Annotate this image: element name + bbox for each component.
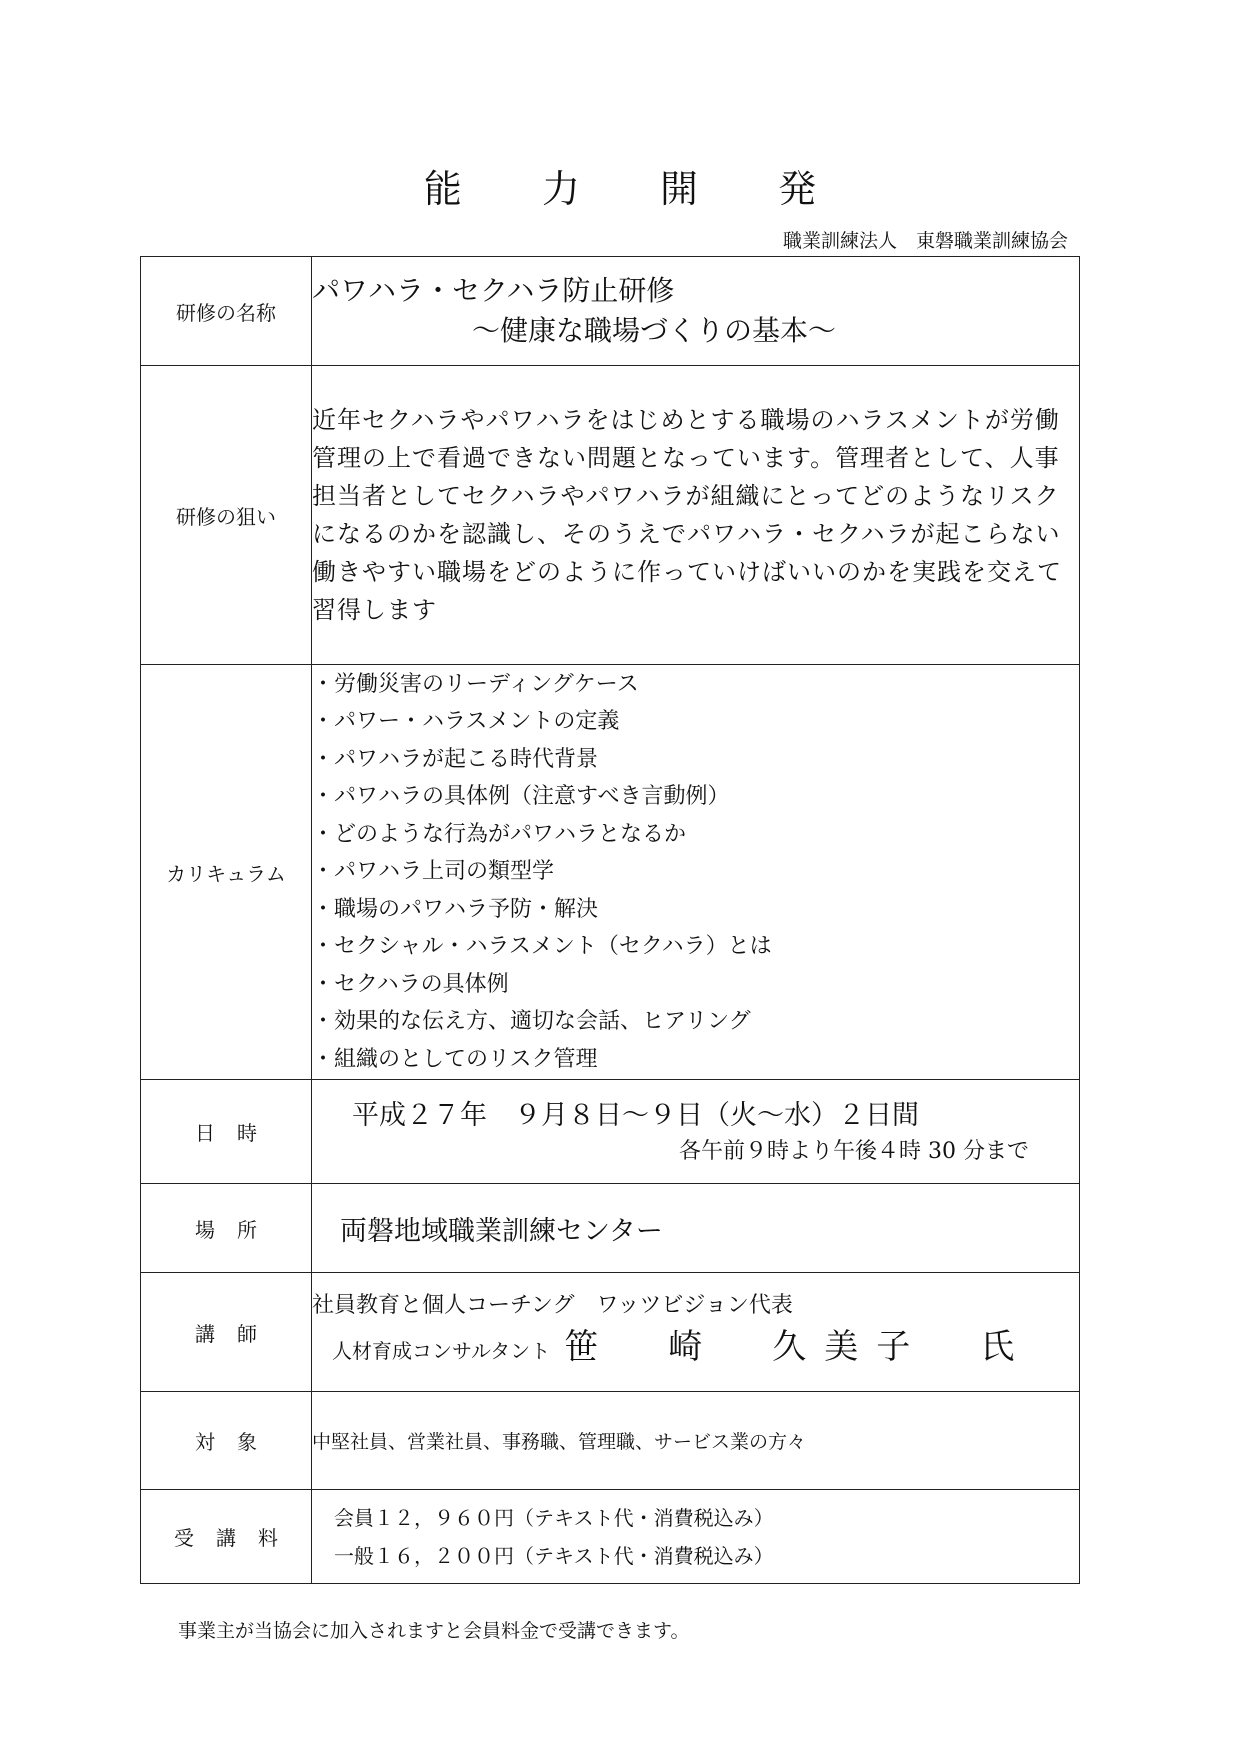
row-lecturer [141, 1273, 1080, 1392]
datetime-cell [312, 1080, 1080, 1184]
course-aim-cell [312, 366, 1080, 665]
curriculum-item: ・職場のパワハラ予防・解決 [312, 896, 599, 922]
curriculum-item: ・労働災害のリーディングケース [312, 671, 639, 697]
row-place [141, 1184, 1080, 1273]
label-curriculum: カリキュラム [141, 665, 312, 1080]
course-aim-text: 近年セクハラやパワハラをはじめとする職場のハラスメントが労働管理の上で看過できない問題となっています。管理者として、人事担当者としてセクハラやパワハラが組織にとってどのようなリスクになるのかを認識し、そのうえでパワハラ・セクハラが起こらない働きやすい職場をどのように作っていけばいいのかを実践を交えて習得します [312, 406, 1062, 624]
lecturer-name: 笹 崎 久美子 氏 [564, 1327, 1033, 1367]
curriculum-item: ・パワハラが起こる時代背景 [312, 746, 599, 772]
curriculum-item: ・パワハラ上司の類型学 [312, 859, 555, 885]
course-name-line2: ～健康な職場づくりの基本～ [472, 314, 837, 347]
curriculum-item: ・セクシャル・ハラスメント（セクハラ）とは [312, 934, 772, 960]
fee-cell [312, 1490, 1080, 1584]
label-course-name: 研修の名称 [141, 257, 312, 366]
row-course-aim [141, 366, 1080, 665]
curriculum-list [312, 666, 1079, 1079]
label-lecturer: 講師 [141, 1273, 312, 1392]
row-course-name [141, 257, 1080, 366]
place-cell [312, 1184, 1080, 1273]
label-datetime: 日時 [141, 1080, 312, 1184]
fee-member: 会員１２，９６０円（テキスト代・消費税込み） [334, 1505, 774, 1530]
curriculum-cell [312, 665, 1080, 1080]
curriculum-item: ・セクハラの具体例 [312, 971, 509, 997]
row-fee [141, 1490, 1080, 1584]
datetime-hours: 各午前９時より午後４時 30 分まで [679, 1138, 1029, 1164]
lecturer-affiliation: 社員教育と個人コーチング ワッツビジョン代表 [312, 1293, 793, 1318]
label-course-aim: 研修の狙い [141, 366, 312, 665]
label-fee: 受講料 [141, 1490, 312, 1584]
page-title: 能 力 開 発 [423, 167, 851, 211]
row-datetime [141, 1080, 1080, 1184]
place-text: 両磐地域職業訓練センター [340, 1215, 663, 1247]
curriculum-item: ・パワハラの具体例（注意すべき言動例） [312, 784, 730, 810]
target-cell [312, 1392, 1080, 1490]
course-info-table [140, 256, 1080, 1584]
target-text: 中堅社員、営業社員、事務職、管理職、サービス業の方々 [312, 1431, 807, 1453]
course-name-cell [312, 257, 1080, 366]
curriculum-item: ・効果的な伝え方、適切な会話、ヒアリング [312, 1009, 751, 1035]
lecturer-line [312, 1324, 1079, 1376]
row-target [141, 1392, 1080, 1490]
lecturer-cell [312, 1273, 1080, 1392]
course-name-line1: パワハラ・セクハラ防止研修 [312, 274, 675, 307]
curriculum-item: ・組織のとしてのリスク管理 [312, 1046, 598, 1072]
datetime-main: 平成２７年 ９月８日～９日（火～水）２日間 [352, 1099, 919, 1131]
curriculum-item: ・どのような行為がパワハラとなるか [312, 821, 687, 847]
label-place: 場所 [141, 1184, 312, 1273]
row-curriculum [141, 665, 1080, 1080]
label-target: 対象 [141, 1392, 312, 1490]
organization-name: 職業訓練法人 東磐職業訓練協会 [782, 230, 1068, 252]
lecturer-role: 人材育成コンサルタント [332, 1339, 551, 1363]
membership-note: 事業主が当協会に加入されますと会員料金で受講できます。 [178, 1620, 690, 1642]
fee-general: 一般１６，２００円（テキスト代・消費税込み） [334, 1543, 774, 1568]
curriculum-item: ・パワー・ハラスメントの定義 [312, 709, 620, 735]
